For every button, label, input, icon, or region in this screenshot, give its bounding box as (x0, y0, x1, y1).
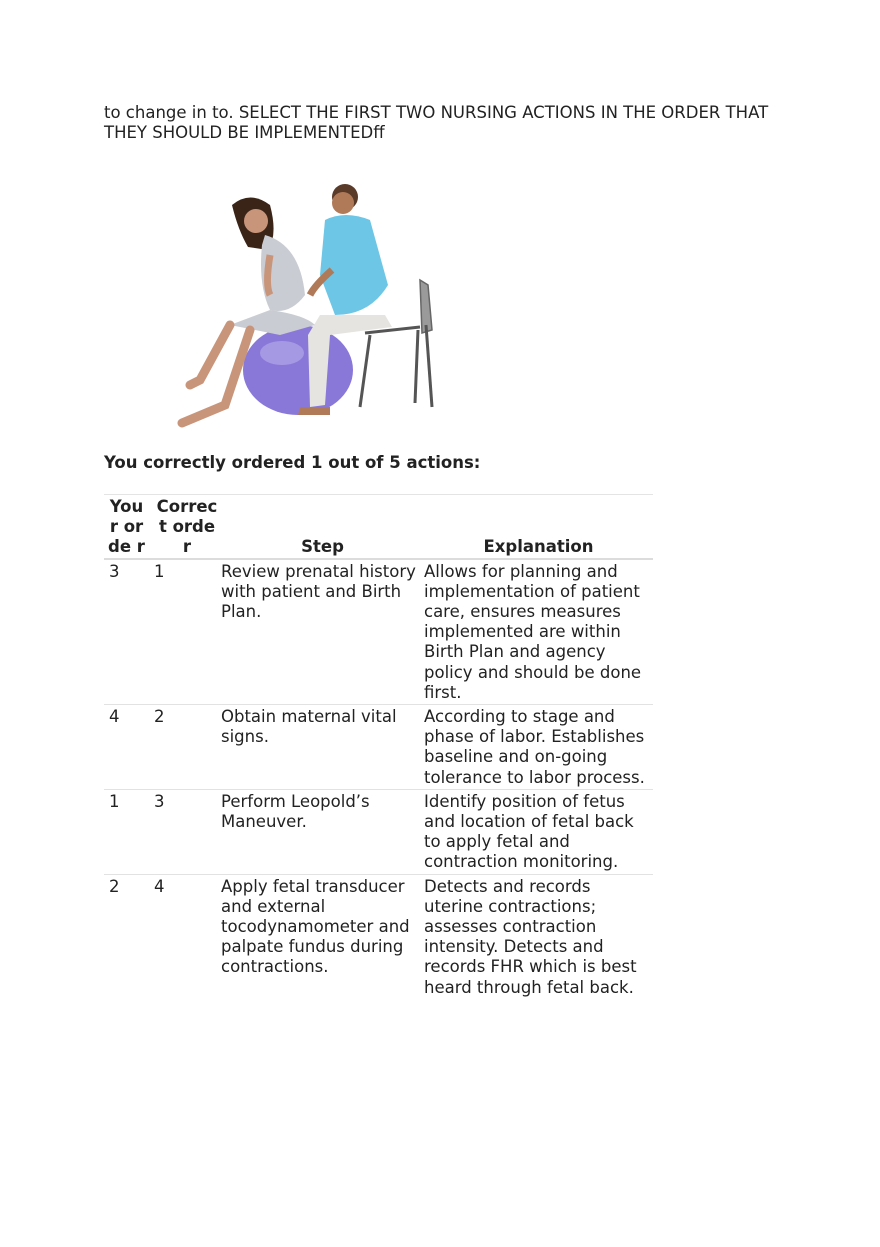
explanation-cell: Allows for planning and implementation of patient care, ensures measures implemented are within Birth Plan and agency policy and should be done first. (424, 561, 642, 702)
question-intro-text: to change in to. SELECT THE FIRST TWO NURSING ACTIONS IN THE ORDER THAT THEY SHOULD BE IMPLEMENTEDff (104, 103, 769, 142)
explanation-cell: According to stage and phase of labor. Establishes baseline and on-going tolerance to labor process. (424, 707, 645, 787)
step-cell: Review prenatal history with patient and Birth Plan. (221, 561, 416, 622)
result-summary: You correctly ordered 1 out of 5 actions: (104, 453, 481, 472)
correct-order-cell: 4 (154, 876, 165, 896)
step-cell: Obtain maternal vital signs. (221, 707, 397, 747)
step-cell: Apply fetal transducer and external tocodynamometer and palpate fundus during contractions. (221, 876, 410, 977)
table-row (104, 559, 653, 705)
correct-order-cell: 1 (154, 561, 165, 581)
header-correct-order: Correc t order (156, 497, 218, 557)
header-your-order: Your orde r (108, 497, 145, 557)
action-order-table (104, 494, 653, 999)
your-order-cell: 4 (109, 707, 120, 727)
step-cell: Perform Leopold’s Maneuver. (221, 791, 370, 832)
explanation-cell: Identify position of fetus and location of fetal back to apply fetal and contraction monitoring. (424, 791, 634, 872)
correct-order-cell: 3 (154, 791, 165, 811)
exercise-ball (243, 325, 353, 415)
table-row (104, 705, 653, 790)
your-order-cell: 3 (109, 561, 120, 581)
your-order-cell: 1 (109, 791, 120, 811)
table-header-row (104, 495, 653, 559)
table-row (104, 789, 653, 874)
table-row (104, 874, 653, 999)
your-order-cell: 2 (109, 876, 120, 896)
labor-support-illustration (170, 175, 450, 440)
header-step: Step (301, 537, 344, 557)
explanation-cell: Detects and records uterine contractions; assesses contraction intensity. Detects and records FHR which is best heard through fetal back. (424, 876, 637, 997)
correct-order-cell: 2 (154, 707, 165, 727)
header-explanation: Explanation (483, 537, 594, 557)
